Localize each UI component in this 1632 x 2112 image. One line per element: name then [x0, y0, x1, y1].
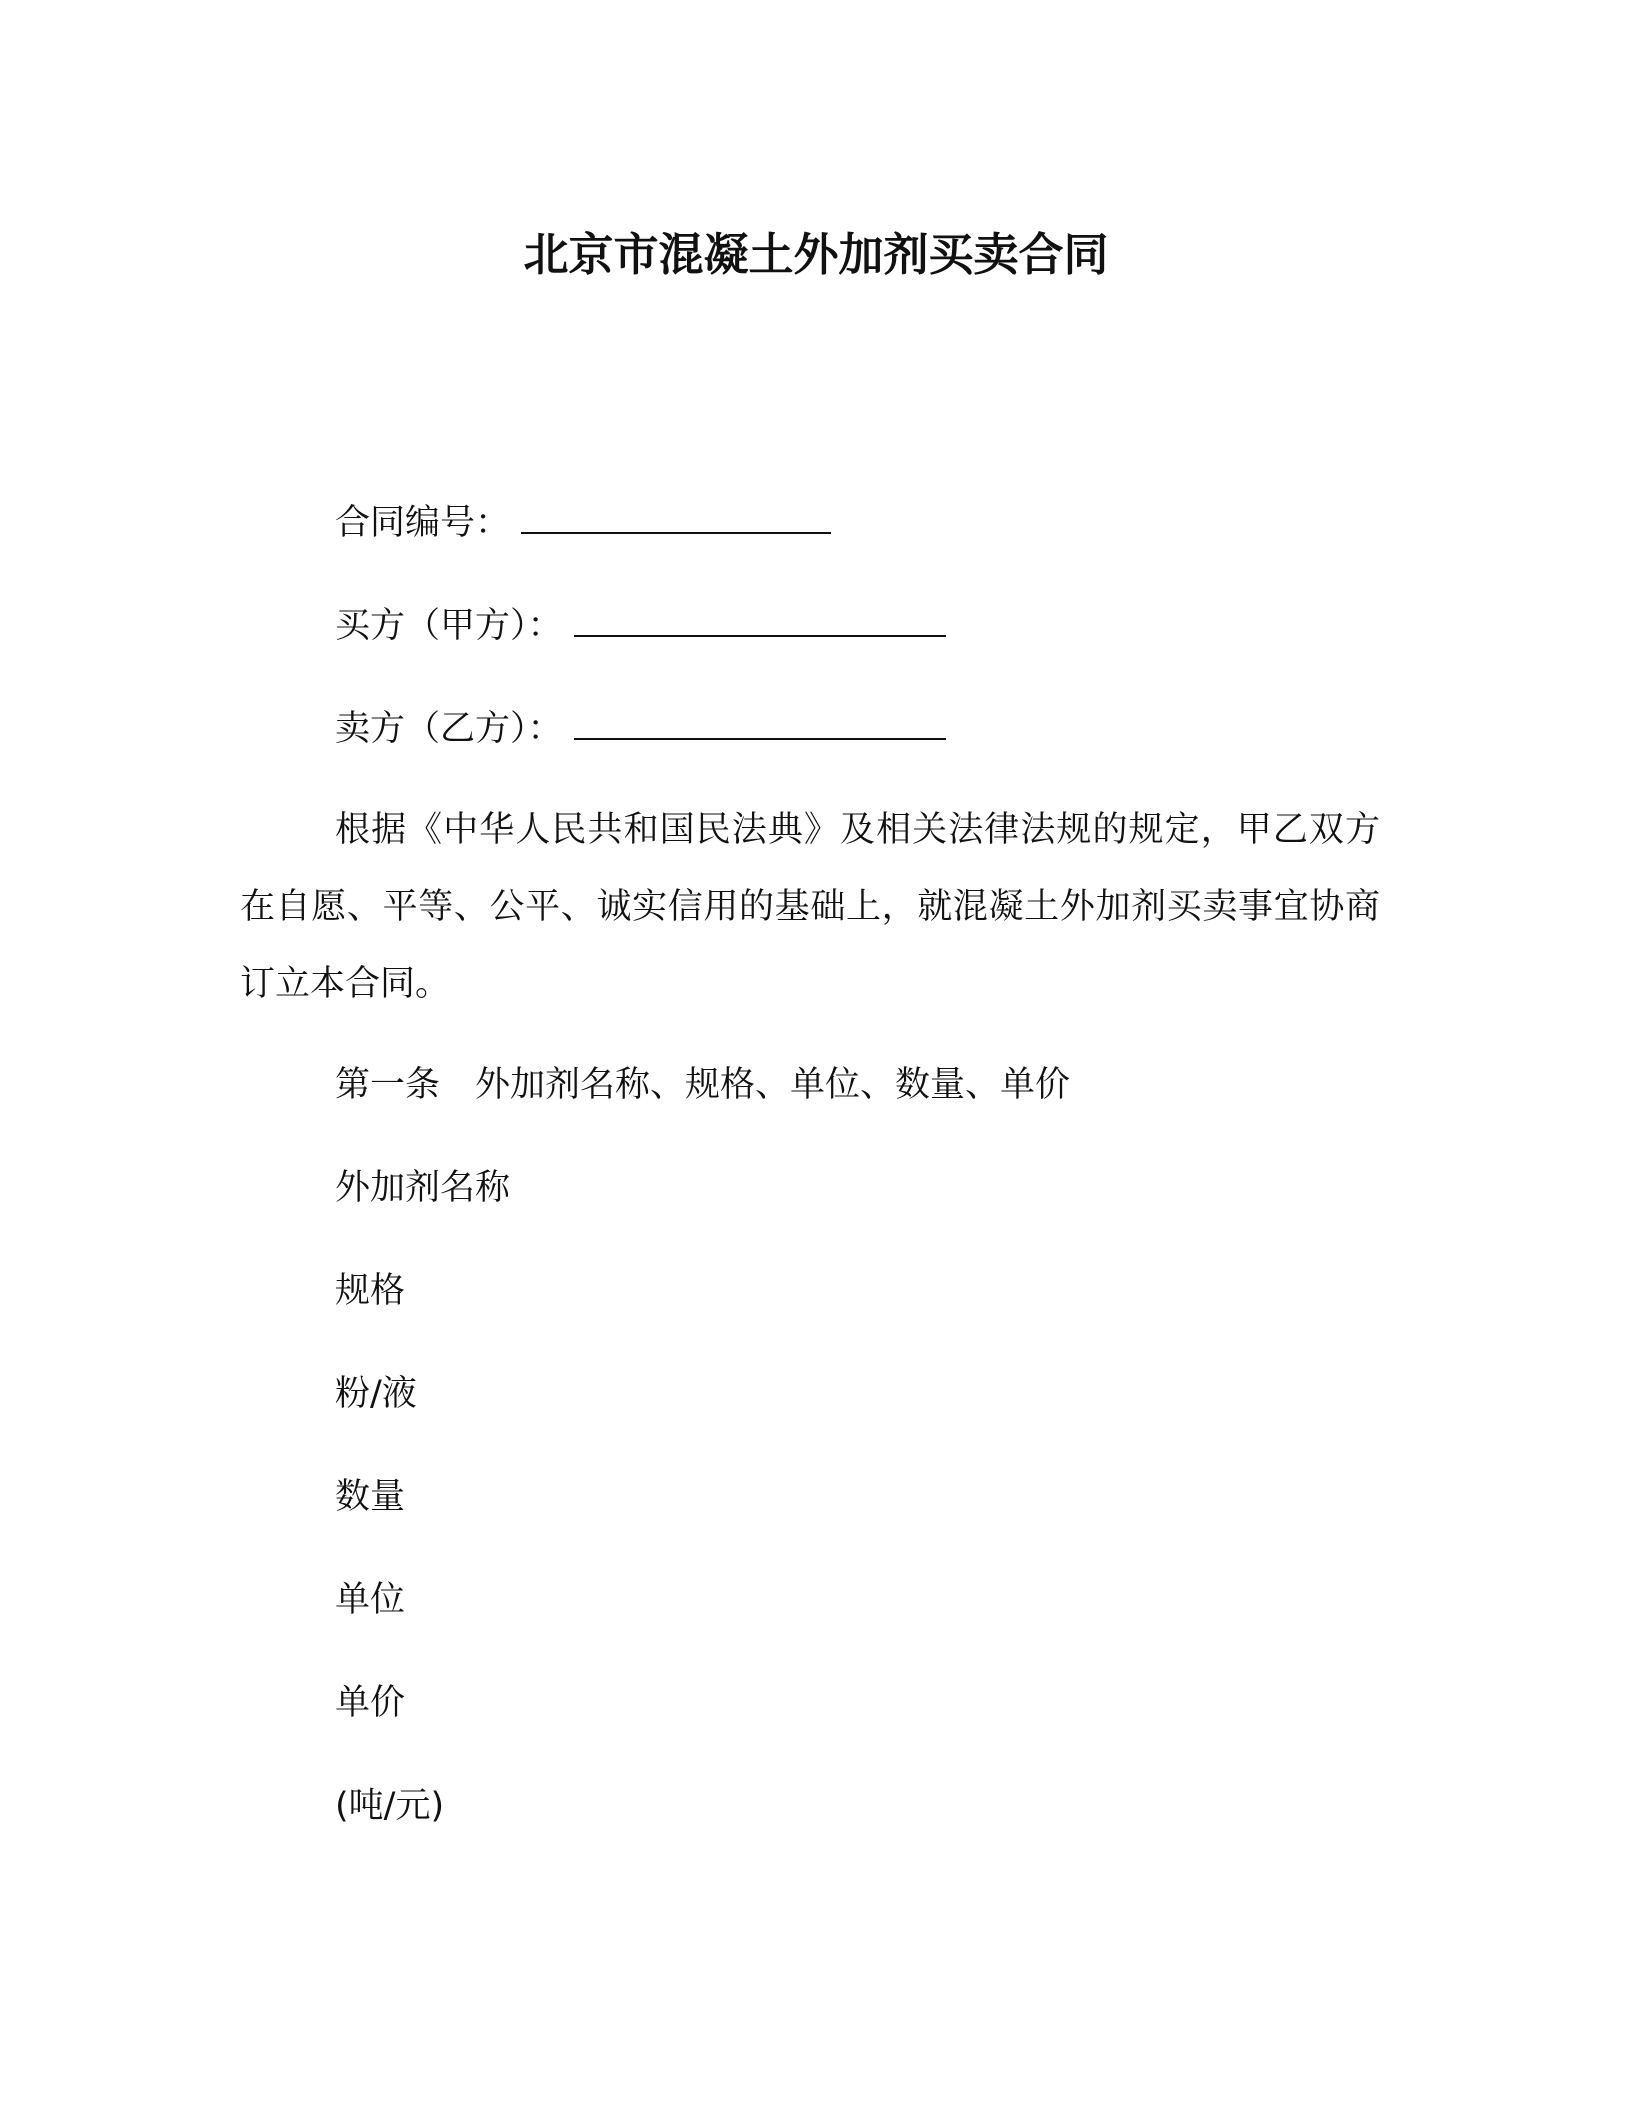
item-unit-price: 单价	[335, 1683, 406, 1723]
buyer-blank[interactable]	[574, 601, 946, 637]
contract-number-field	[335, 498, 831, 545]
preamble-paragraph: 根据《中华人民共和国民法典》及相关法律法规的规定，甲乙双方在自愿、平等、公平、诚实信用的基础上，就混凝土外加剂买卖事宜协商订立本合同。	[240, 810, 1380, 1004]
buyer-field	[335, 601, 946, 648]
item-additive-name: 外加剂名称	[335, 1168, 511, 1208]
document-title: 北京市混凝土外加剂买卖合同	[523, 228, 1109, 281]
seller-label: 卖方（乙方）：	[335, 709, 563, 749]
contract-number-label: 合同编号：	[335, 503, 511, 543]
item-powder-liquid: 粉/液	[335, 1374, 417, 1414]
seller-field	[335, 704, 946, 751]
article-1-heading: 第一条 外加剂名称、规格、单位、数量、单价	[335, 1065, 1071, 1105]
contract-number-blank[interactable]	[521, 498, 831, 534]
item-specification: 规格	[335, 1271, 406, 1311]
item-quantity: 数量	[335, 1477, 406, 1517]
item-price-unit-note: (吨/元)	[335, 1786, 445, 1826]
seller-blank[interactable]	[574, 704, 946, 740]
buyer-label: 买方（甲方）：	[335, 606, 563, 646]
item-unit: 单位	[335, 1580, 406, 1620]
